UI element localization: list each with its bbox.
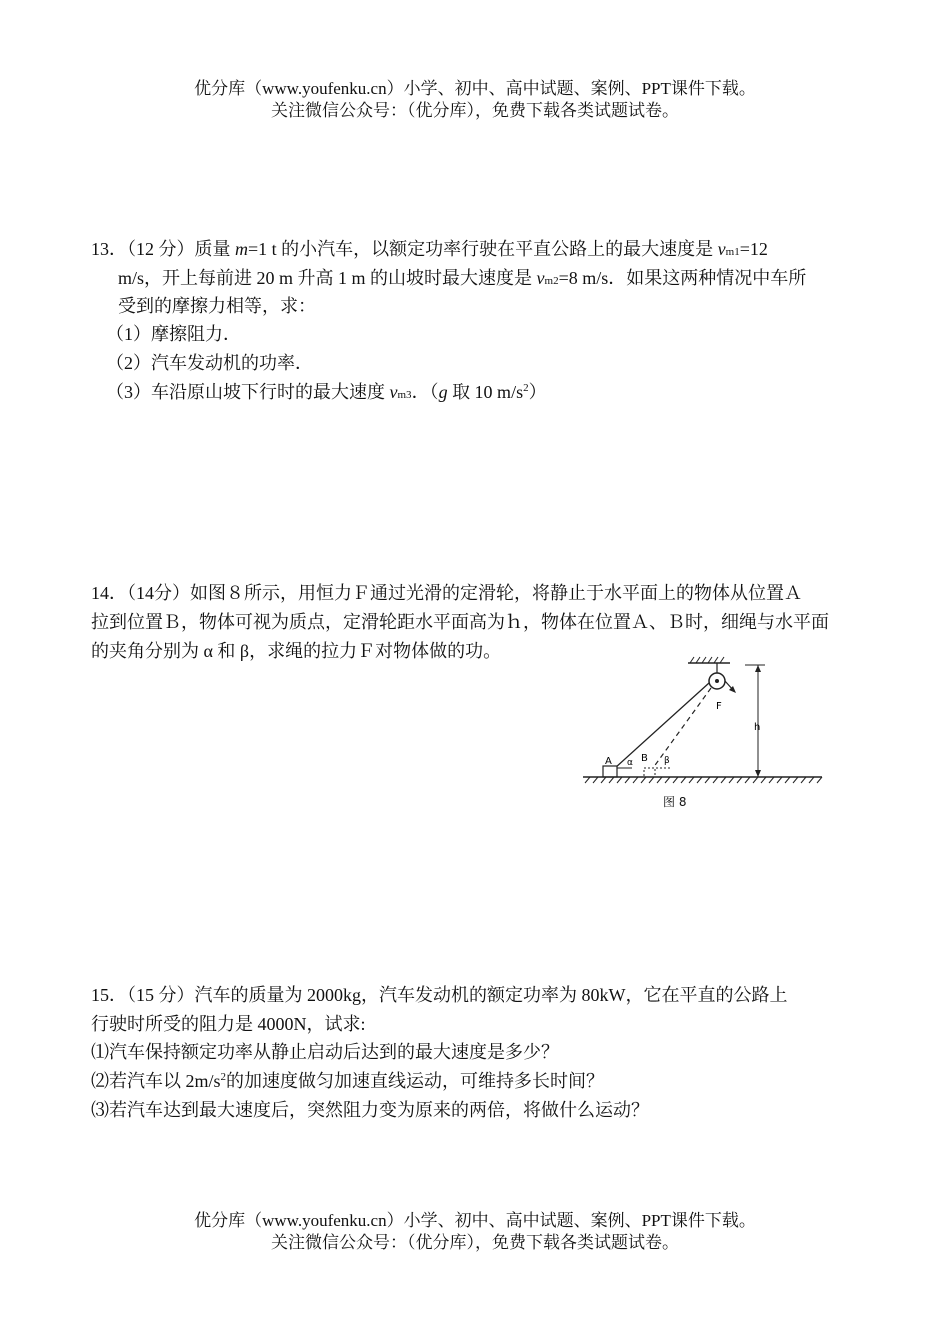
q15-part-1: ⑴汽车保持额定功率从静止启动后达到的最大速度是多少？ [91, 1042, 559, 1062]
q13-line-1: 13．（12 分）质量 m=1 t 的小汽车，以额定功率行驶在平直公路上的最大速度是 vm1=12 [91, 239, 768, 259]
q15-line-1: 15．（15 分）汽车的质量为 2000kg，汽车发动机的额定功率为 80kW，它在平直的公路上 [91, 985, 788, 1005]
label-b: B [641, 753, 648, 764]
q13-line-3: 受到的摩擦力相等，求： [118, 296, 316, 316]
label-a: A [605, 756, 612, 767]
figure-8-diagram [580, 655, 825, 785]
q15-line-2: 行驶时所受的阻力是 4000N，试求: [91, 1014, 366, 1034]
q14-line-3: 的夹角分别为 α 和 β，求绳的拉力Ｆ对物体做的功。 [91, 641, 502, 661]
q13-part-2: （2）汽车发动机的功率． [106, 353, 313, 373]
label-h: h [754, 722, 761, 733]
label-alpha: α [627, 758, 633, 768]
force-label: F [716, 701, 722, 712]
height-arrow-top [755, 665, 761, 672]
q13-part-3: （3）车沿原山坡下行时的最大速度 vm3．（g 取 10 $m/s^2$） [106, 382, 547, 402]
block-b [644, 768, 655, 777]
ground-hatch [585, 777, 822, 783]
block-a [603, 766, 617, 777]
q14-line-2: 拉到位置Ｂ，物体可视为质点，定滑轮距水平面高为ｈ，物体在位置Ａ、Ｂ时，细绳与水平面 [91, 612, 829, 632]
q13-part-1: （1）摩擦阻力． [106, 324, 241, 344]
q13-line-2: m/s，开上每前进 20 m 升高 1 m 的山坡时最大速度是 vm2=8 m/s．如果这两种情况中车所 [118, 268, 807, 288]
ceiling-hatch [690, 657, 724, 663]
pulley-axle [715, 679, 719, 683]
header-line-2: 关注微信公众号：（优分库），免费下载各类试题试卷。 [271, 101, 679, 120]
header-line-1: 优分库（www.youfenku.cn）小学、初中、高中试题、案例、PPT课件下载。 [194, 79, 756, 98]
figure-caption: 图 8 [663, 795, 687, 809]
q15-part-3: ⑶若汽车达到最大速度后，突然阻力变为原来的两倍，将做什么运动？ [91, 1100, 649, 1120]
label-beta: β [664, 756, 670, 766]
footer-line-1: 优分库（www.youfenku.cn）小学、初中、高中试题、案例、PPT课件下载。 [194, 1211, 756, 1230]
rope-to-b [653, 688, 711, 768]
footer-line-2: 关注微信公众号：（优分库），免费下载各类试题试卷。 [271, 1233, 679, 1252]
q15-part-2: ⑵若汽车以 $2m/s^2$的加速度做匀加速直线运动，可维持多长时间？ [91, 1071, 605, 1091]
q14-line-1: 14．（14分）如图８所示，用恒力Ｆ通过光滑的定滑轮，将静止于水平面上的物体从位置Ａ [91, 583, 802, 603]
height-arrow-bottom [755, 770, 761, 777]
